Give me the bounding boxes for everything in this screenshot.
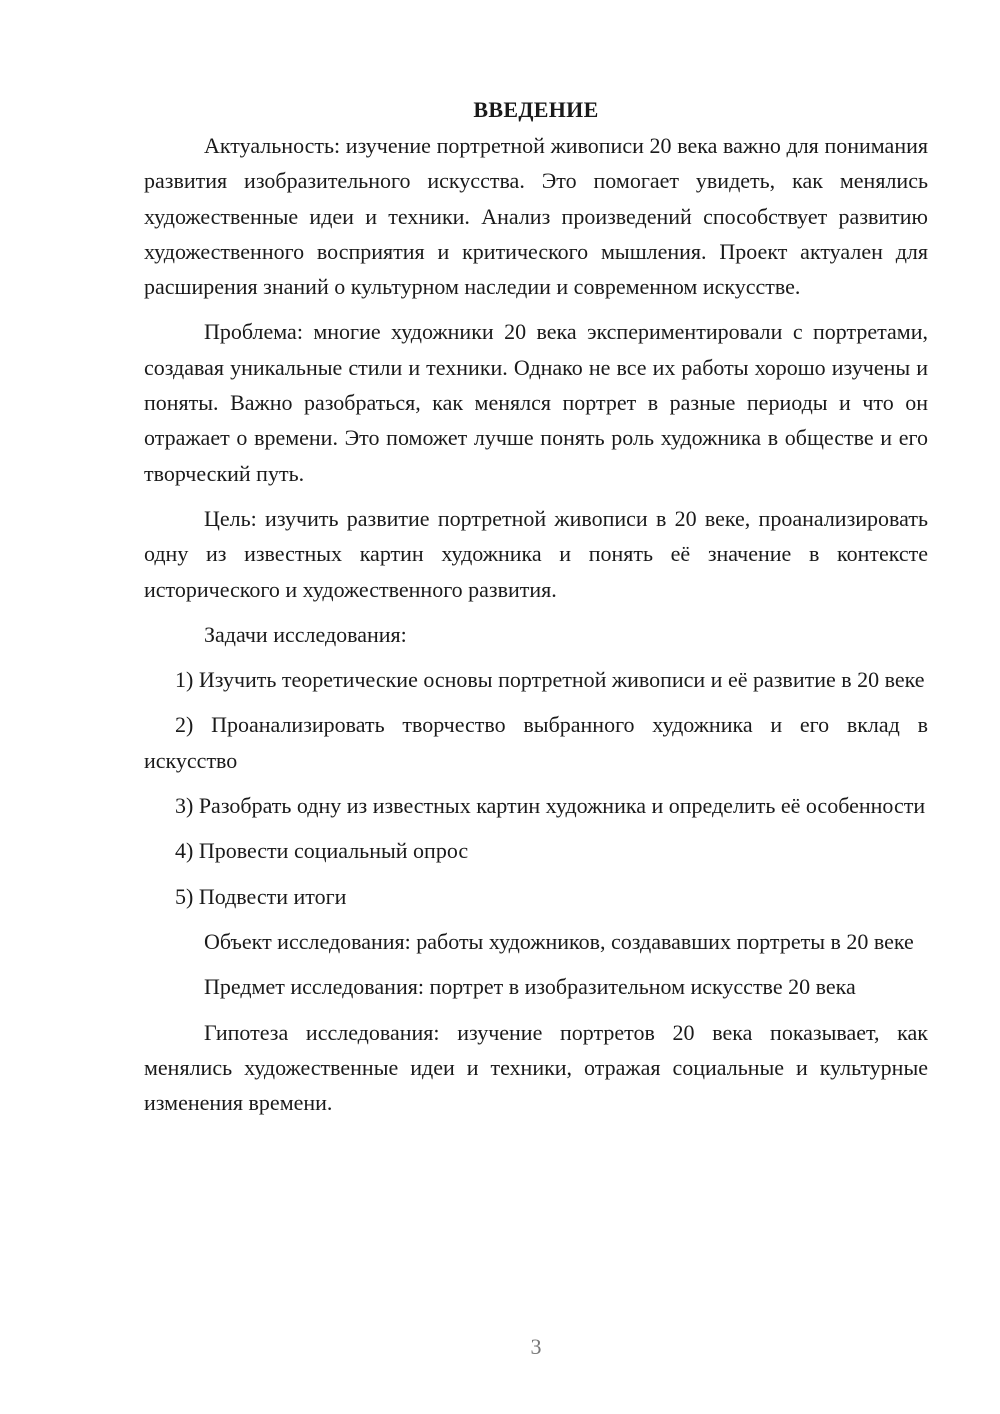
task-item-5: 5) Подвести итоги	[175, 883, 347, 909]
object-paragraph: Объект исследования: работы художников, создававших портреты в 20 веке	[204, 928, 914, 954]
page-title: ВВЕДЕНИЕ	[473, 97, 599, 122]
subject-paragraph: Предмет исследования: портрет в изобразительном искусстве 20 века	[204, 974, 856, 1000]
tasks-heading: Задачи исследования:	[204, 621, 407, 647]
task-item-1: 1) Изучить теоретические основы портретной живописи и её развитие в 20 веке	[175, 667, 925, 693]
problem-paragraph: Проблема: многие художники 20 века экспериментировали с портретами, создавая уникальные стили и техники. Однако не все их работы хорошо изучены и поняты. Важно разобраться, как менялся портрет в разные периоды и что он отражает о времени. Это поможет лучше понять роль художника в обществе и его творческий путь.	[144, 319, 928, 486]
goal-paragraph: Цель: изучить развитие портретной живописи в 20 веке, проанализировать одну из известных картин художника и понять её значение в контексте исторического и художественного развития.	[144, 505, 928, 602]
document-page	[144, 94, 928, 1130]
relevance-paragraph: Актуальность: изучение портретной живописи 20 века важно для понимания развития изобразительного искусства. Это помогает увидеть, как менялись художественные идеи и техники. Анализ произведений способствует развитию художественного восприятия и критического мышления. Проект актуален для расширения знаний о культурном наследии и современном искусстве.	[144, 133, 928, 300]
task-item-3: 3) Разобрать одну из известных картин художника и определить её особенности	[175, 793, 926, 819]
task-item-4: 4) Провести социальный опрос	[175, 838, 469, 864]
hypothesis-paragraph: Гипотеза исследования: изучение портретов 20 века показывает, как менялись художественные идеи и техники, отражая социальные и культурные изменения времени.	[144, 1019, 928, 1116]
page-number: 3	[530, 1334, 542, 1359]
task-item-2: 2) Проанализировать творчество выбранного художника и его вклад в искусство	[144, 712, 928, 773]
